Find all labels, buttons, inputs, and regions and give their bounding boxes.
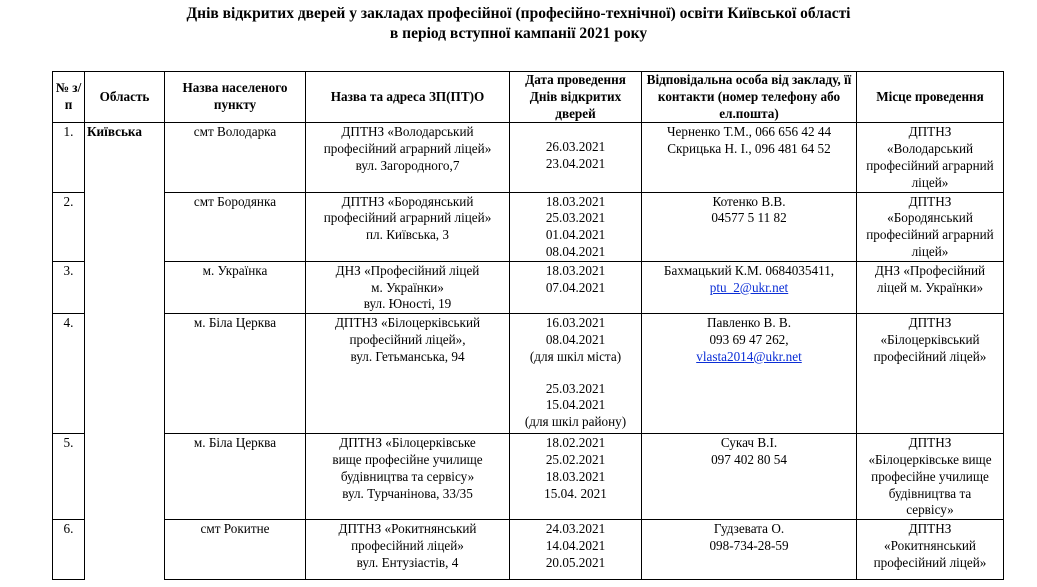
place-line: сервісу» — [906, 502, 954, 518]
table-row — [53, 314, 1004, 434]
place-line: ліцей м. Українки» — [876, 279, 984, 295]
date-line: 25.03.2021 — [545, 380, 606, 396]
school-line: будівництва та сервісу» — [340, 468, 475, 484]
school-line: вул. Загородного,7 — [355, 157, 460, 173]
place-line: ДПТНЗ — [908, 124, 952, 140]
dates-cell — [510, 434, 642, 520]
date-line: 18.03.2021 — [545, 193, 606, 209]
place-cell — [857, 434, 1004, 520]
contact-cell — [642, 261, 857, 313]
school-line: ДПТНЗ «Білоцерківський — [334, 315, 481, 331]
place-line: «Білоцерківське вище — [868, 451, 992, 467]
school-line: ДПТНЗ «Володарський — [341, 124, 474, 140]
header-dates: Дата проведення Днів відкритих дверей — [510, 72, 642, 123]
contact-line: 04577 5 11 82 — [711, 210, 787, 226]
school-line: професійний аграрний ліцей» — [323, 210, 492, 226]
date-line: 07.04.2021 — [545, 279, 606, 295]
date-line: 20.05.2021 — [545, 554, 606, 570]
row-num: 6. — [53, 520, 85, 580]
table-row — [53, 123, 1004, 192]
date-line: 18.03.2021 — [545, 262, 606, 278]
place-line: ліцей» — [911, 174, 949, 190]
region-cell: Київська — [85, 123, 165, 192]
date-line: 01.04.2021 — [545, 227, 606, 243]
place-line: «Володарський — [886, 141, 974, 157]
place-cell — [857, 520, 1004, 580]
contact-line: Котенко В.В. — [712, 193, 786, 209]
school-line: вул. Ентузіастів, 4 — [356, 554, 459, 570]
open-days-table — [52, 71, 1004, 580]
region-cell — [85, 192, 165, 261]
row-num: 1. — [53, 123, 85, 192]
header-school: Назва та адреса ЗП(ПТ)О — [306, 72, 510, 123]
header-place: Місце проведення — [857, 72, 1004, 123]
contact-line: 093 69 47 262, — [709, 331, 789, 347]
contact-line: 098-734-28-59 — [709, 537, 789, 553]
settlement-cell: м. Біла Церква — [165, 434, 306, 520]
school-line: пл. Київська, 3 — [365, 227, 449, 243]
dates-cell — [510, 123, 642, 192]
region-cell — [85, 434, 165, 520]
header-settlement: Назва населеного пункту — [165, 72, 306, 123]
date-line: 18.02.2021 — [545, 435, 606, 451]
place-line: ДПТНЗ — [908, 521, 952, 537]
document-title — [0, 4, 1037, 44]
title-line-2: в період вступної кампанії 2021 року — [389, 25, 648, 42]
date-line: 15.04. 2021 — [544, 485, 607, 501]
contact-line: Бахмацький К.М. 0684035411, — [663, 262, 835, 278]
dates-cell — [510, 314, 642, 434]
school-line: професійний ліцей», — [349, 331, 466, 347]
row-num: 3. — [53, 261, 85, 313]
school-line: ДПТНЗ «Білоцерківське — [339, 435, 476, 451]
contact-cell — [642, 192, 857, 261]
place-cell — [857, 192, 1004, 261]
place-line: ліцей» — [911, 243, 949, 259]
header-region: Область — [85, 72, 165, 123]
school-line: вул. Гетьманська, 94 — [350, 348, 465, 364]
spacer — [512, 366, 639, 381]
title-line-1: Днів відкритих дверей у закладах професійної (професійно-технічної) освіти Київської області — [186, 5, 851, 22]
school-line: ДНЗ «Професійний ліцей — [335, 262, 480, 278]
contact-line: Павленко В. В. — [706, 315, 792, 331]
row-num: 2. — [53, 192, 85, 261]
place-line: ДНЗ «Професійний — [874, 262, 986, 278]
settlement-cell: смт Бородянка — [165, 192, 306, 261]
school-line: вище професійне училище — [332, 451, 483, 467]
school-line: професійний ліцей» — [351, 537, 464, 553]
date-line: 24.03.2021 — [545, 521, 606, 537]
place-line: професійний аграрний — [866, 227, 994, 243]
settlement-cell: смт Рокитне — [165, 520, 306, 580]
header-num: № з/п — [53, 72, 85, 123]
place-line: ДПТНЗ — [908, 435, 952, 451]
table-row — [53, 261, 1004, 313]
date-line: 08.04.2021 — [545, 243, 606, 259]
place-line: «Бородянський — [887, 210, 973, 226]
row-num: 4. — [53, 314, 85, 434]
date-line: 14.04.2021 — [545, 537, 606, 553]
email-link[interactable]: ptu_2@ukr.net — [709, 279, 789, 295]
place-line: професійний ліцей» — [873, 554, 987, 570]
place-cell — [857, 261, 1004, 313]
contact-cell — [642, 434, 857, 520]
region-cell — [85, 314, 165, 434]
table-row — [53, 434, 1004, 520]
school-line: професійний аграрний ліцей» — [323, 141, 492, 157]
date-line: (для шкіл міста) — [529, 348, 622, 364]
date-line: 25.03.2021 — [545, 210, 606, 226]
place-line: будівництва та — [888, 485, 972, 501]
settlement-cell: м. Біла Церква — [165, 314, 306, 434]
region-cell — [85, 261, 165, 313]
settlement-cell: м. Українка — [165, 261, 306, 313]
school-line: ДПТНЗ «Рокитнянський — [338, 521, 477, 537]
date-line: (для шкіл району) — [524, 414, 627, 430]
spacer — [512, 124, 639, 139]
table-row — [53, 520, 1004, 580]
place-line: «Рокитнянський — [884, 537, 976, 553]
school-line: ДПТНЗ «Бородянський — [341, 193, 474, 209]
row-num: 5. — [53, 434, 85, 520]
place-line: професійний ліцей» — [873, 348, 987, 364]
contact-cell — [642, 123, 857, 192]
contact-line: Скрицька Н. І., 096 481 64 52 — [667, 141, 831, 157]
school-cell — [306, 314, 510, 434]
date-line: 26.03.2021 — [545, 139, 606, 155]
place-cell — [857, 314, 1004, 434]
dates-cell — [510, 520, 642, 580]
table-row — [53, 192, 1004, 261]
date-line: 23.04.2021 — [545, 156, 606, 172]
date-line: 18.03.2021 — [545, 468, 606, 484]
settlement-cell: смт Володарка — [165, 123, 306, 192]
place-line: «Білоцерківський — [880, 331, 980, 347]
contact-cell — [642, 520, 857, 580]
date-line: 25.02.2021 — [545, 451, 606, 467]
school-line: вул. Турчанінова, 33/35 — [342, 485, 473, 501]
place-line: ДПТНЗ — [908, 315, 952, 331]
contact-cell — [642, 314, 857, 434]
place-line: професійний аграрний — [866, 157, 994, 173]
school-cell — [306, 192, 510, 261]
school-line: м. Українки» — [371, 279, 444, 295]
place-line: ДПТНЗ — [908, 193, 952, 209]
school-cell — [306, 520, 510, 580]
header-contact: Відповідальна особа від закладу, її контакти (номер телефону або ел.пошта) — [642, 72, 857, 123]
region-cell — [85, 520, 165, 580]
dates-cell — [510, 261, 642, 313]
contact-line: Черненко Т.М., 066 656 42 44 — [666, 124, 832, 140]
header-row — [53, 72, 1004, 123]
contact-line: Гудзевата О. — [713, 521, 785, 537]
place-line: професійне училище — [871, 468, 989, 484]
contact-line: 097 402 80 54 — [711, 451, 787, 467]
email-link[interactable]: vlasta2014@ukr.net — [696, 348, 802, 364]
school-cell — [306, 434, 510, 520]
date-line: 15.04.2021 — [545, 397, 606, 413]
school-line: вул. Юності, 19 — [363, 296, 452, 312]
place-cell — [857, 123, 1004, 192]
contact-line: Сукач В.І. — [720, 435, 778, 451]
school-cell — [306, 123, 510, 192]
dates-cell — [510, 192, 642, 261]
date-line: 08.04.2021 — [545, 331, 606, 347]
date-line: 16.03.2021 — [545, 315, 606, 331]
school-cell — [306, 261, 510, 313]
